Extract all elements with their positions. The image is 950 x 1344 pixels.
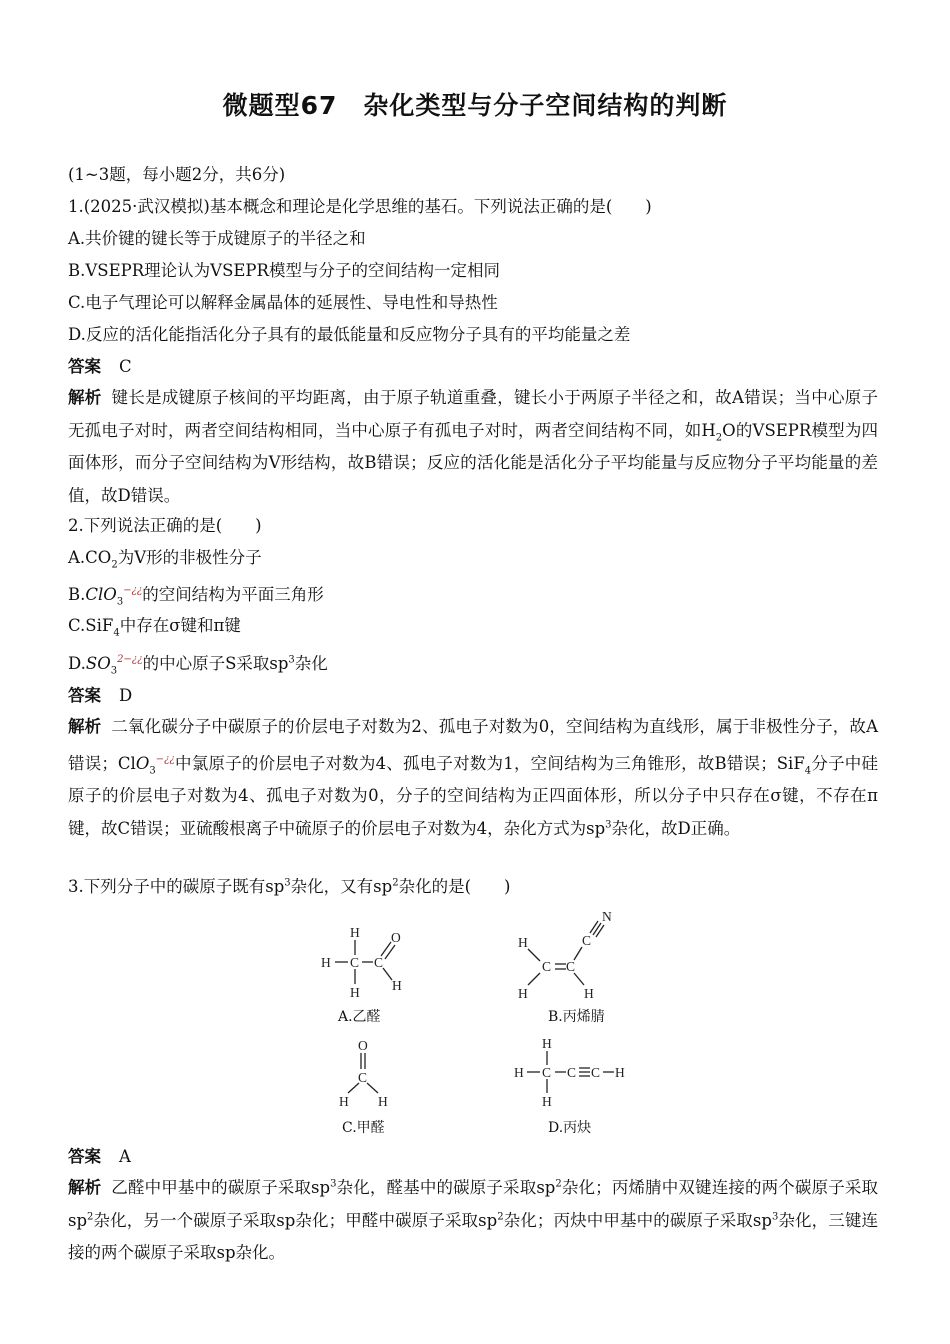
svg-text:C: C <box>542 959 552 974</box>
svg-text:H: H <box>392 978 402 993</box>
page-title: 微题型67 杂化类型与分子空间结构的判断 <box>222 91 728 120</box>
svg-text:C: C <box>567 1065 577 1080</box>
q1-analysis-sub: 2 <box>715 431 723 443</box>
caption-d: D.丙炔 <box>548 1120 592 1136</box>
svg-text:C: C <box>542 1065 552 1080</box>
q1-analysis-text-a: 键长是成键原子核间的平均距离，由于原子轨道重叠，键长小于两原子半径之和，故A错误；当中心原子无孤电子对时，两者空间结构相同，当中心原子有孤电子对时，两者空间结构不同，如H <box>68 388 879 440</box>
svg-text:C: C <box>374 955 384 970</box>
molecule-acrylonitrile <box>510 905 640 1004</box>
svg-text:C: C <box>358 1070 368 1085</box>
q1-option-c: C.电子气理论可以解释金属晶体的延展性、导电性和导热性 <box>68 293 498 312</box>
q1-answer <box>68 356 132 378</box>
q2-option-a: $A.CO_2$为V形的非极性分子 <box>68 548 262 571</box>
q3-answer-value: A <box>119 1147 131 1166</box>
svg-text:H: H <box>615 1065 625 1080</box>
svg-text:H: H <box>518 986 528 1000</box>
q1-option-a: A.共价键的键长等于成键原子的半径之和 <box>68 229 366 248</box>
q1-analysis-text-b: O的VSEPR模型为四面体形，而分子空间结构为V形结构，故B错误；反应的活化能是活化分子平均能量与反应物分子平均能量的差值，故D错误。 <box>68 420 878 505</box>
q1-answer-value: C <box>119 357 132 376</box>
molecule-propyne <box>508 1034 633 1116</box>
caption-a: A.乙醛 <box>338 1009 381 1025</box>
q2-option-b: B.ClO$_3$−¿¿的空间结构为平面三角形 <box>68 585 324 608</box>
svg-text:H: H <box>350 925 360 940</box>
answer-label: 答案 <box>68 357 101 376</box>
svg-text:H: H <box>542 1036 552 1051</box>
q3-analysis: 解析 乙醛中甲基中的碳原子采取$sp^3$杂化，醛基中的碳原子采取$sp^2$杂化；丙烯腈中双键连接的两个碳原子采取$sp^2$杂化，另一个碳原子采取sp杂化；甲醛中碳原子采取$sp^2$杂化；丙炔中甲基中的碳原子采取$sp^3$杂化，三键连接的两个碳原子采取sp杂化。 <box>68 1178 879 1262</box>
analysis-label: 解析 <box>68 388 102 407</box>
q3-stem: 3.下列分子中的碳原子既有$sp^3$杂化，又有$sp^2$杂化的是( ) <box>68 877 511 896</box>
section-intro: (1~3题，每小题2分，共6分) <box>68 165 286 184</box>
svg-text:H: H <box>542 1094 552 1109</box>
q2-option-c: C.SiF$_4$中存在σ键和π键 <box>68 616 241 639</box>
svg-text:C: C <box>350 955 360 970</box>
q2-answer: 答案 D <box>68 686 133 705</box>
svg-text:H: H <box>584 986 594 1000</box>
q1-stem: 1.(2025·武汉模拟)基本概念和理论是化学思维的基石。下列说法正确的是( ) <box>68 197 652 216</box>
chlorate-formula: ClO <box>85 585 117 604</box>
svg-text:C: C <box>591 1065 601 1080</box>
q2-answer-value: D <box>119 686 133 705</box>
svg-text:H: H <box>339 1094 349 1109</box>
svg-text:N: N <box>602 909 612 924</box>
svg-text:H: H <box>378 1094 388 1109</box>
svg-text:H: H <box>514 1065 524 1080</box>
q2-option-d: $D.SO_3^{2-¿¿}$的中心原子S采取$sp^3$杂化 <box>68 654 328 677</box>
q1-option-d: D.反应的活化能指活化分子具有的最低能量和反应物分子具有的平均能量之差 <box>68 325 631 344</box>
molecule-acetaldehyde <box>315 920 425 1004</box>
svg-text:C: C <box>582 933 592 948</box>
svg-text:O: O <box>358 1038 368 1053</box>
molecule-formaldehyde <box>330 1036 400 1115</box>
q2-analysis: 解析 二氧化碳分子中碳原子的价层电子对数为2、孤电子对数为0，空间结构为直线形，属于非极性分子，故A错误；ClO$_3$−¿¿中氯原子的价层电子对数为4、孤电子对数为1，空间结构为三角锥形，故B错误；SiF$_4$分子中硅原子的价层电子对数为4、孤电子对数为0，分子的空间结构为正四面体形，所以分子中只存在σ键，不存在π键，故C错误；亚硫酸根离子中硫原子的价层电子对数为4，杂化方式为$sp^3$杂化，故D正确。 <box>68 717 878 838</box>
q1-option-b: B.VSEPR理论认为VSEPR模型与分子的空间结构一定相同 <box>68 261 500 280</box>
q2-stem: 2.下列说法正确的是( ) <box>68 516 262 535</box>
sulfite-formula: SO <box>85 654 111 673</box>
svg-text:C: C <box>566 959 576 974</box>
q1-analysis <box>68 382 878 512</box>
caption-c: C.甲醛 <box>342 1120 385 1136</box>
svg-text:H: H <box>321 955 331 970</box>
svg-text:H: H <box>350 985 360 1000</box>
svg-text:H: H <box>518 935 528 950</box>
caption-b: B.丙烯腈 <box>548 1009 605 1025</box>
svg-text:O: O <box>391 930 401 945</box>
q3-answer: 答案 A <box>68 1147 131 1166</box>
